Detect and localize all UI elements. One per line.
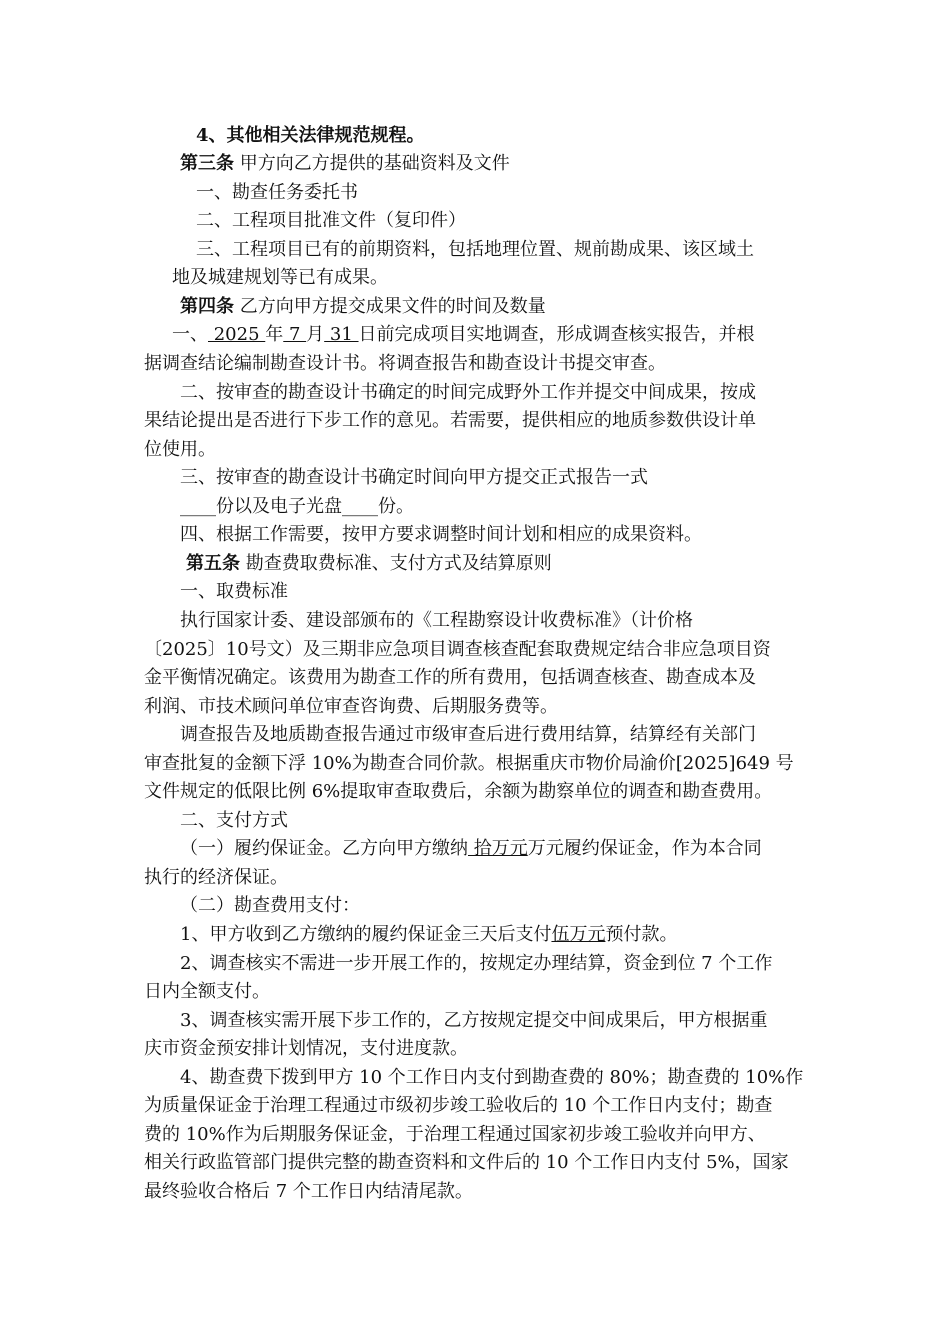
text-segment: 1、甲方收到乙方缴纳的履约保证金三天后支付 [180,924,552,945]
text-segment: 文件规定的低限比例 6%提取审查取费后，余额为勘察单位的调查和勘查费用。 [144,781,773,802]
text-line [196,237,754,263]
text-line [180,951,772,977]
text-segment: 4、勘查费下拨到甲方 10 个工作日内支付到勘查费的 80%；勘查费的 10%作 [180,1067,804,1088]
text-line [180,922,677,948]
text-line [196,208,466,234]
text-segment: 月 [306,324,325,345]
underlined-fill-value: 伍万元 [551,924,606,945]
text-line [180,808,288,834]
text-line [180,294,546,320]
text-segment: 二、工程项目批准文件（复印件） [196,210,466,231]
text-segment: 地及城建规划等已有成果。 [172,267,388,288]
article-heading: 第三条 [180,153,234,174]
text-line [144,1179,473,1205]
text-line [144,437,216,463]
text-segment: 最终验收合格后 7 个工作日内结清尾款。 [144,1181,473,1202]
text-line [180,722,756,748]
text-segment: 日内全额支付。 [144,981,270,1002]
text-line [144,694,558,720]
text-segment: 三、按审查的勘查设计书确定时间向甲方提交正式报告一式 [180,467,648,488]
text-line [172,265,388,291]
text-line [180,1065,803,1091]
text-segment: 日前完成项目实地调查，形成调查核实报告，并根 [358,324,755,345]
text-segment: 金平衡情况确定。该费用为勘查工作的所有费用，包括调查核查、勘查成本及 [144,667,756,688]
text-line [144,665,756,691]
text-line [144,408,756,434]
text-line [180,522,702,548]
text-segment: 甲方向乙方提供的基础资料及文件 [234,153,510,174]
text-segment: 一、 [172,324,208,345]
text-segment: 调查报告及地质勘查报告通过市级审查后进行费用结算，结算经有关部门 [180,724,756,745]
text-line [144,865,288,891]
text-line [144,979,270,1005]
text-line [172,322,755,348]
text-segment: 乙方向甲方提交成果文件的时间及数量 [234,296,546,317]
text-line [196,123,425,149]
text-segment: 年 [265,324,284,345]
text-segment: 三、工程项目已有的前期资料，包括地理位置、规前勘成果、该区域土 [196,239,754,260]
text-segment: 万元履约保证金，作为本合同 [527,838,762,859]
text-line [144,637,771,663]
text-line [186,551,552,577]
text-line [144,751,794,777]
text-line [180,836,762,862]
text-line [196,180,358,206]
text-segment: 费的 10%作为后期服务保证金，于治理工程通过国家初步竣工验收并向甲方、 [144,1124,766,1145]
text-segment: 四、根据工作需要，按甲方要求调整时间计划和相应的成果资料。 [180,524,702,545]
text-line [144,351,666,377]
text-segment: 庆市资金预安排计划情况，支付进度款。 [144,1038,468,1059]
text-segment: 2、调查核实不需进一步开展工作的，按规定办理结算，资金到位 7 个工作 [180,953,773,974]
text-segment: ____份以及电子光盘____份。 [180,496,414,517]
text-line [144,1122,766,1148]
underlined-fill-value: 31 [324,324,359,345]
article-heading: 第四条 [180,296,234,317]
text-segment: 位使用。 [144,439,216,460]
article-heading: 第五条 [186,553,240,574]
text-segment: 果结论提出是否进行下步工作的意见。若需要，提供相应的地质参数供设计单 [144,410,756,431]
text-line [180,608,693,634]
text-line [180,1008,767,1034]
text-segment: 执行国家计委、建设部颁布的《工程勘察设计收费标准》（计价格 [180,610,693,631]
text-segment: 执行的经济保证。 [144,867,288,888]
text-segment: 为质量保证金于治理工程通过市级初步竣工验收后的 10 个工作日内支付；勘查 [144,1095,773,1116]
text-line [144,1093,772,1119]
text-line [180,465,648,491]
text-segment: 一、勘查任务委托书 [196,182,358,203]
text-line [180,579,288,605]
underlined-fill-value: 拾万元 [468,838,528,859]
text-line [180,380,756,406]
text-segment: 相关行政监管部门提供完整的勘查资料和文件后的 10 个工作日内支付 5%，国家 [144,1152,789,1173]
text-segment: 审查批复的金额下浮 10%为勘查合同价款。根据重庆市物价局渝价[2025]649 号 [144,753,794,774]
text-segment: 据调查结论编制勘查设计书。将调查报告和勘查设计书提交审查。 [144,353,666,374]
text-segment: 勘查费取费标准、支付方式及结算原则 [240,553,552,574]
underlined-fill-value: 7 [283,324,307,345]
text-line [180,893,360,919]
text-line [144,1036,468,1062]
text-line [144,1150,789,1176]
text-line [144,779,772,805]
text-segment: （一）履约保证金。乙方向甲方缴纳 [180,838,468,859]
text-segment: 〔2025〕10号文）及三期非应急项目调查核查配套取费规定结合非应急项目资 [144,639,771,660]
text-segment: 二、支付方式 [180,810,288,831]
text-segment: 3、调查核实需开展下步工作的，乙方按规定提交中间成果后，甲方根据重 [180,1010,768,1031]
text-segment: 二、按审查的勘查设计书确定的时间完成野外工作并提交中间成果，按成 [180,382,756,403]
underlined-fill-value: 2025 [208,324,266,345]
text-line [180,494,414,520]
text-segment: 一、取费标准 [180,581,288,602]
text-segment: 利润、市技术顾问单位审查咨询费、后期服务费等。 [144,696,558,717]
article-heading: 4、其他相关法律规范规程。 [196,125,425,146]
text-segment: （二）勘查费用支付： [180,895,360,916]
text-line [180,151,510,177]
text-segment: 预付款。 [605,924,678,945]
